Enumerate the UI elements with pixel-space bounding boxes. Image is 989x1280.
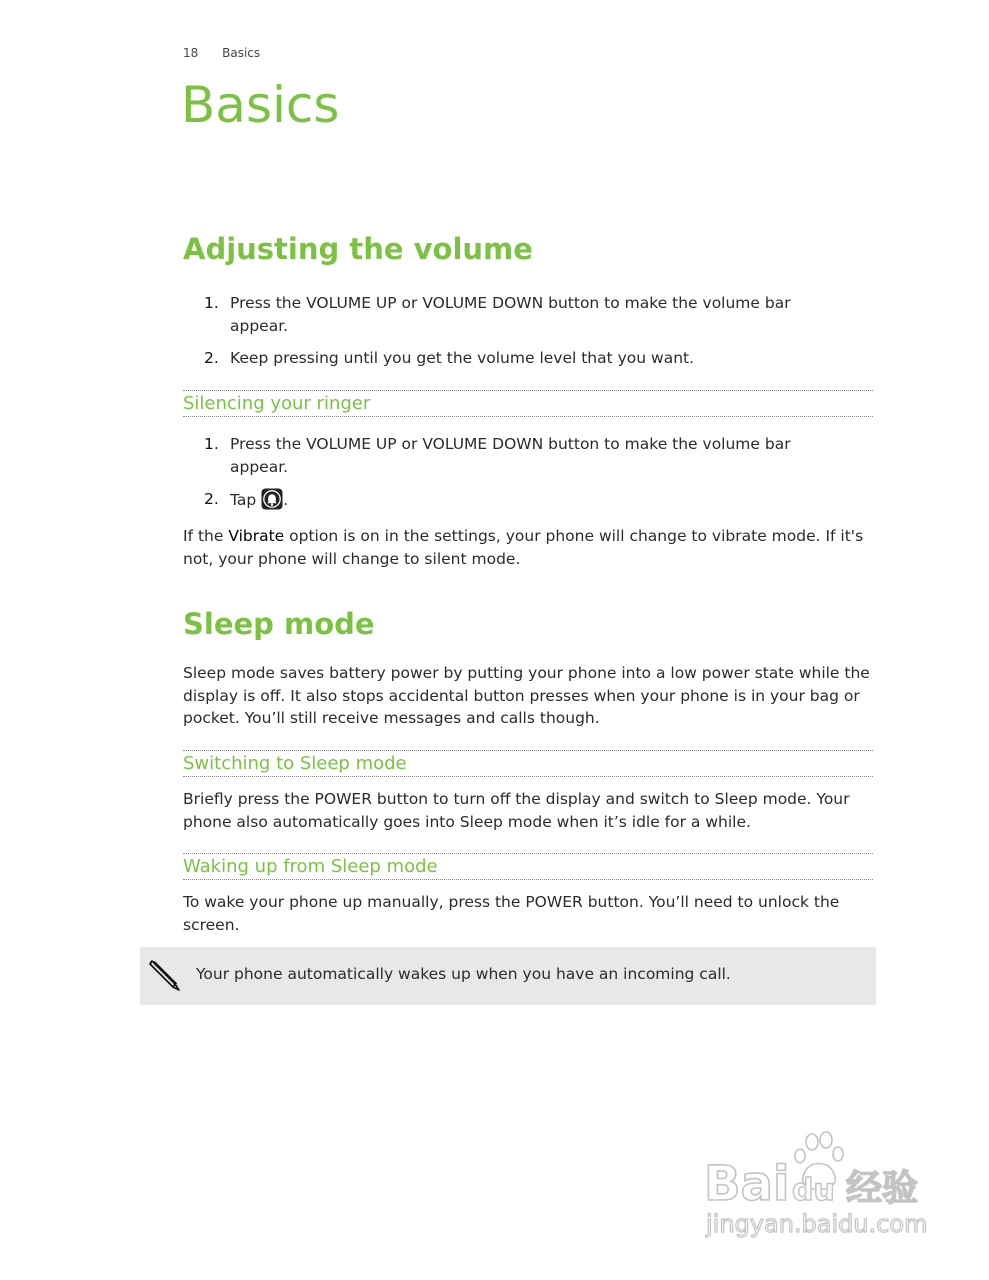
step-text-suffix: . [283, 491, 289, 509]
note-text: Your phone automatically wakes up when you have an incoming call. [196, 965, 731, 983]
running-header [183, 46, 260, 60]
step-text: Press the VOLUME UP or VOLUME DOWN button to make the volume bar appear. [230, 294, 791, 335]
subheading-label: Silencing your ringer [183, 393, 371, 414]
list-item [200, 488, 850, 512]
step-text: Press the VOLUME UP or VOLUME DOWN button to make the volume bar appear. [230, 435, 791, 476]
volume-steps-list [200, 292, 850, 379]
pencil-icon [148, 957, 182, 993]
page-number: 18 [183, 46, 199, 60]
heading-silencing-ringer [183, 390, 873, 417]
ringer-steps-list [200, 433, 850, 521]
paragraph-text: option is on in the settings, your phone will change to vibrate mode. If it's not, your phone will change to silent mode. [183, 527, 864, 568]
svg-text:Bai: Bai [704, 1156, 790, 1212]
svg-text:经验: 经验 [846, 1168, 919, 1209]
subheading-label: Switching to Sleep mode [183, 753, 407, 774]
paragraph-text: If the [183, 527, 229, 545]
svg-text:jingyan.baidu.com: jingyan.baidu.com [706, 1210, 928, 1238]
list-item [200, 292, 850, 338]
baidu-watermark-logo [700, 1130, 940, 1240]
list-item [200, 433, 850, 479]
heading-adjusting-volume: Adjusting the volume [183, 232, 533, 266]
heading-sleep-mode: Sleep mode [183, 607, 375, 641]
step-text: Keep pressing until you get the volume level that you want. [230, 349, 695, 367]
svg-text:du: du [792, 1173, 835, 1208]
step-number: 1. [204, 294, 219, 312]
heading-switching-sleep [183, 750, 873, 777]
step-number: 2. [204, 349, 219, 367]
note-box [140, 947, 876, 1005]
switching-paragraph: Briefly press the POWER button to turn off the display and switch to Sleep mode. Your phone also automatically goes into Sleep mode when it’s idle for a while. [183, 790, 850, 831]
list-item [200, 347, 850, 370]
vibrate-note-paragraph [183, 525, 873, 570]
bell-icon [261, 488, 283, 510]
sleep-mode-paragraph: Sleep mode saves battery power by putting your phone into a low power state while the display is off. It also stops accidental button presses when your phone is in your bag or pocket. You’ll still receive messages and calls though. [183, 664, 870, 727]
vibrate-option-label: Vibrate [228, 527, 285, 545]
running-header-section: Basics [222, 46, 261, 60]
step-text-prefix: Tap [230, 491, 257, 509]
step-number: 1. [204, 435, 219, 453]
step-number: 2. [204, 490, 219, 508]
chapter-title: Basics [181, 76, 340, 134]
waking-paragraph: To wake your phone up manually, press the POWER button. You’ll need to unlock the screen. [183, 893, 840, 934]
heading-waking-up [183, 853, 873, 880]
subheading-label: Waking up from Sleep mode [183, 856, 438, 877]
